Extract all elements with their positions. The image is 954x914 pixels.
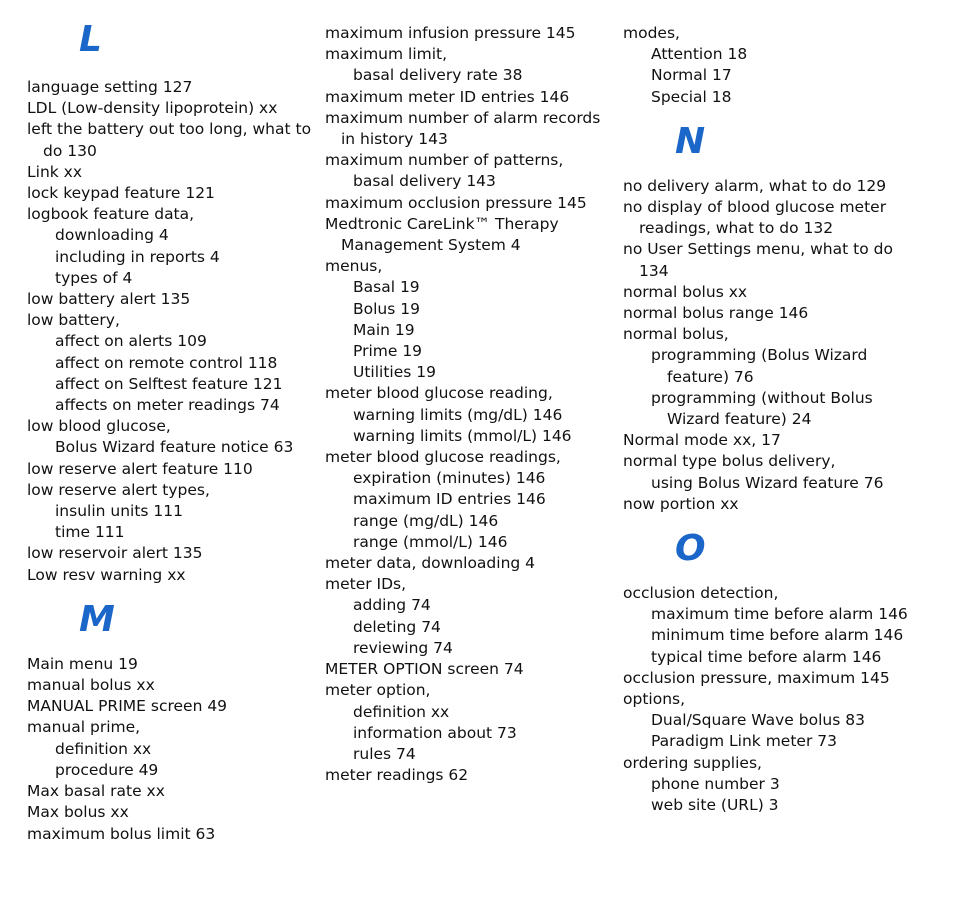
index-entry: meter data, downloading 4: [325, 554, 536, 573]
index-entry: low blood glucose,: [27, 417, 171, 436]
index-subentry: Bolus Wizard feature notice 63: [55, 438, 294, 457]
index-entry: normal bolus xx: [623, 282, 748, 301]
index-entry: meter option,: [325, 681, 431, 700]
index-entry: normal type bolus delivery,: [623, 452, 836, 471]
index-entry: logbook feature data,: [27, 205, 195, 224]
index-entry: low reserve alert types,: [27, 480, 210, 499]
index-subentry: procedure 49: [55, 760, 159, 779]
index-subentry: reviewing 74: [353, 638, 453, 657]
index-subentry: affects on meter readings 74: [55, 396, 280, 415]
index-entry: maximum number of alarm records in history 143: [325, 108, 601, 149]
index-subentry: Special 18: [651, 87, 732, 106]
index-entry: Medtronic CareLink™ Therapy Management System 4: [325, 214, 559, 255]
index-entry: left the battery out too long, what to do 130: [27, 120, 312, 160]
index-entry: maximum meter ID entries 146: [325, 87, 570, 106]
index-entry: low battery,: [27, 311, 120, 330]
index-entry: low reservoir alert 135: [27, 544, 203, 563]
index-entry: Max basal rate xx: [27, 782, 165, 801]
index-entry: meter blood glucose readings,: [325, 448, 561, 467]
index-entry: Max bolus xx: [27, 803, 129, 822]
index-entry: no display of blood glucose meter readings, what to do 132: [623, 198, 887, 238]
index-subentry: expiration (minutes) 146: [353, 469, 546, 488]
index-entry: maximum number of patterns,: [325, 151, 564, 170]
index-entry: now portion xx: [623, 494, 739, 513]
index-subentry: adding 74: [353, 596, 431, 615]
index-subentry: Paradigm Link meter 73: [651, 732, 837, 751]
section-letter-o: O: [675, 528, 706, 570]
index-entry: meter blood glucose reading,: [325, 384, 553, 403]
index-entry: no User Settings menu, what to do 134: [623, 240, 893, 280]
index-subentry: affect on alerts 109: [55, 332, 207, 351]
index-subentry: maximum time before alarm 146: [651, 605, 908, 624]
index-subentry: deleting 74: [353, 617, 441, 636]
index-subentry: Utilities 19: [353, 363, 436, 382]
index-subentry: definition xx: [353, 702, 450, 721]
index-subentry: Dual/Square Wave bolus 83: [651, 711, 865, 730]
index-subentry: information about 73: [353, 723, 517, 742]
index-subentry: Bolus 19: [353, 299, 420, 318]
index-subentry: insulin units 111: [55, 502, 184, 521]
index-entry: meter IDs,: [325, 575, 407, 594]
index-subentry: web site (URL) 3: [651, 796, 779, 815]
index-subentry: phone number 3: [651, 774, 780, 793]
index-subentry: typical time before alarm 146: [651, 647, 882, 666]
index-subentry: maximum ID entries 146: [353, 490, 546, 509]
index-entry: occlusion detection,: [623, 584, 779, 603]
index-subentry: Normal 17: [651, 66, 732, 85]
index-subentry: programming (Bolus Wizard feature) 76: [651, 346, 868, 386]
index-entry: maximum infusion pressure 145: [325, 24, 576, 42]
index-entry: METER OPTION screen 74: [325, 660, 524, 679]
index-entry: Low resv warning xx: [27, 565, 186, 584]
index-entry: options,: [623, 690, 686, 709]
index-subentry: warning limits (mmol/L) 146: [353, 426, 572, 445]
index-entry: manual prime,: [27, 718, 141, 737]
index-subentry: definition xx: [55, 739, 152, 758]
index-entry: menus,: [325, 257, 383, 276]
index-subentry: affect on remote control 118: [55, 353, 278, 372]
index-subentry: time 111: [55, 523, 125, 542]
index-entry: Link xx: [27, 162, 83, 181]
index-entry: maximum bolus limit 63: [27, 824, 216, 843]
index-subentry: types of 4: [55, 268, 133, 287]
index-subentry: range (mg/dL) 146: [353, 511, 499, 530]
index-entry: Main menu 19: [27, 654, 138, 673]
index-entry: normal bolus range 146: [623, 304, 809, 323]
index-column-1: [27, 20, 317, 845]
index-entry: low battery alert 135: [27, 290, 191, 309]
index-subentry: warning limits (mg/dL) 146: [353, 405, 563, 424]
index-subentry: programming (without Bolus Wizard feature) 24: [651, 388, 873, 429]
index-entry: no delivery alarm, what to do 129: [623, 176, 887, 195]
index-subentry: Attention 18: [651, 45, 748, 64]
index-entry: meter readings 62: [325, 766, 469, 785]
index-subentry: downloading 4: [55, 226, 169, 245]
index-entry: LDL (Low-density lipoprotein) xx: [27, 99, 278, 118]
index-subentry: Prime 19: [353, 342, 423, 361]
index-entry: manual bolus xx: [27, 676, 155, 695]
index-subentry: Basal 19: [353, 278, 420, 297]
index-subentry: rules 74: [353, 744, 416, 763]
index-column-2: [325, 23, 615, 786]
index-entry: ordering supplies,: [623, 753, 762, 772]
index-subentry: Main 19: [353, 320, 415, 339]
index-entry: maximum occlusion pressure 145: [325, 193, 587, 212]
index-entry: MANUAL PRIME screen 49: [27, 697, 228, 716]
index-column-3: [623, 23, 923, 816]
section-letter-n: N: [675, 120, 706, 162]
index-subentry: basal delivery 143: [353, 172, 496, 191]
index-entry: occlusion pressure, maximum 145: [623, 668, 890, 687]
index-entry: lock keypad feature 121: [27, 184, 215, 203]
index-subentry: range (mmol/L) 146: [353, 532, 508, 551]
section-letter-m: M: [79, 598, 115, 640]
index-subentry: including in reports 4: [55, 247, 220, 266]
index-entry: language setting 127: [27, 78, 193, 96]
index-subentry: basal delivery rate 38: [353, 66, 523, 85]
index-subentry: affect on Selftest feature 121: [55, 374, 283, 393]
index-subentry: minimum time before alarm 146: [651, 626, 904, 645]
section-letter-l: L: [79, 19, 102, 60]
index-entry: Normal mode xx, 17: [623, 431, 781, 450]
index-entry: normal bolus,: [623, 325, 729, 344]
index-entry: low reserve alert feature 110: [27, 459, 253, 478]
index-subentry: using Bolus Wizard feature 76: [651, 473, 884, 492]
index-entry: maximum limit,: [325, 45, 448, 64]
index-entry: modes,: [623, 24, 680, 42]
